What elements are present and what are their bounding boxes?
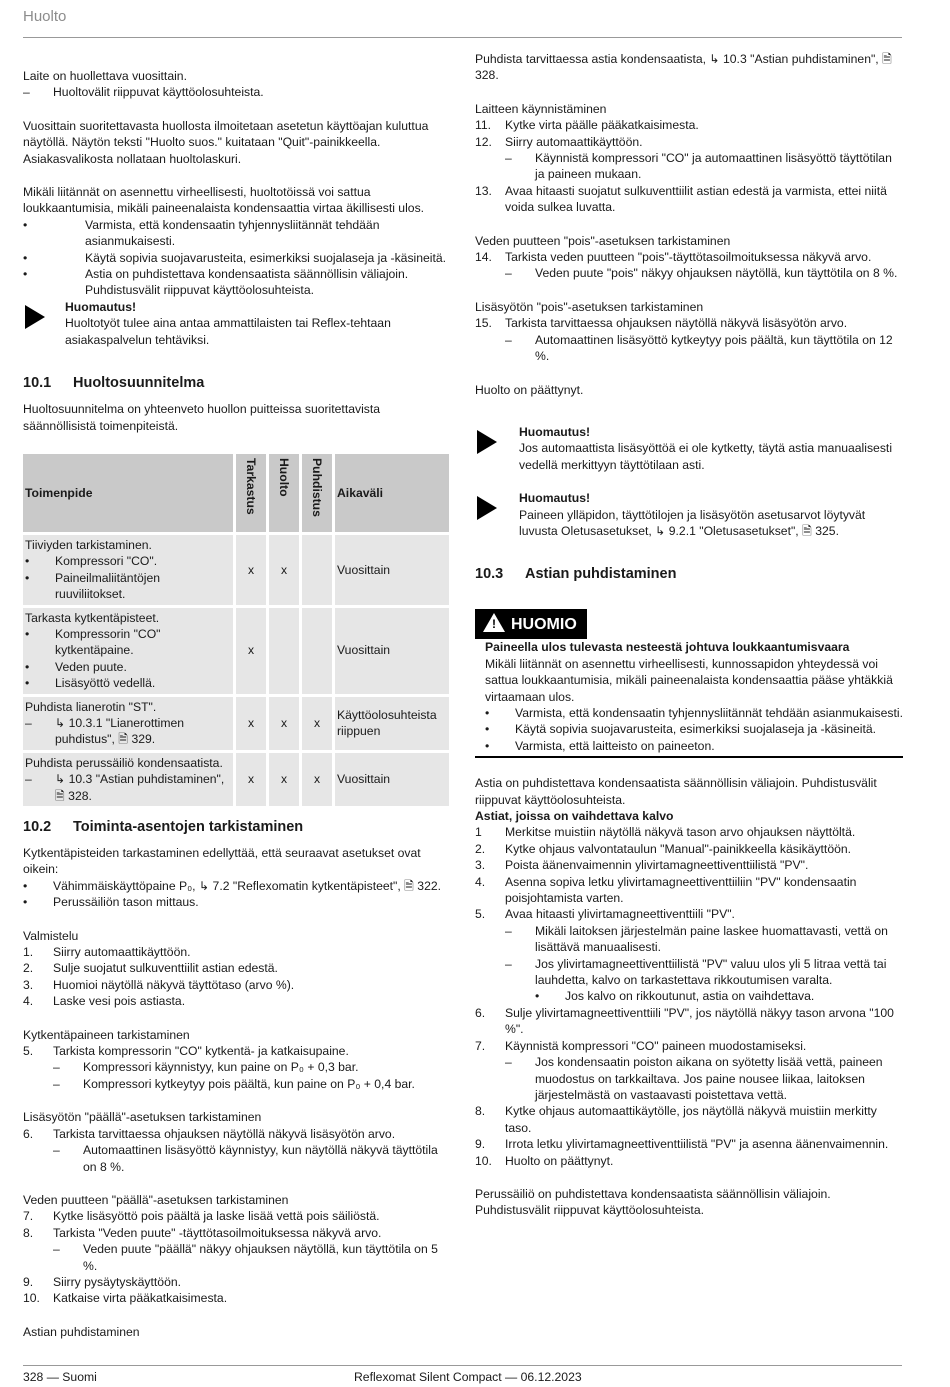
subheading: Astian puhdistaminen [23, 1324, 140, 1339]
cross-reference-link[interactable]: Puhdista tarvittaessa astia kondensaatista, ↳ 10.3 "Astian puhdistaminen", 🗎 328. [475, 52, 892, 83]
step-item: 2. Sulje suojatut sulkuventtiilit astian edestä. [23, 961, 278, 976]
maintenance-table [20, 451, 452, 809]
paragraph: Perussäiliö on puhdistettava kondensaatista säännöllisin väliajoin. Puhdistusvälit riippuvat käyttöolosuhteista. [475, 1186, 831, 1218]
step-item: 4. Laske vesi pois astiasta. [23, 994, 186, 1009]
step-item: 14. Tarkista veden puutteen "pois"-täyttötasoilmoituksessa näkyvä arvo. [475, 250, 872, 265]
footer-document-title: Reflexomat Silent Compact — 06.12.2023 [354, 1370, 582, 1384]
dash-item: – Jos ylivirtamagneettiventtiilistä "PV" valuu ulos yli 5 litraa vettä tai lauhdetta, kalvo on tarkastettava rikkoutumisen varalta. [505, 956, 887, 988]
bullet-item: • Varmista, että laitteisto on paineeton. [485, 738, 715, 753]
bullet-item: • Käytä sopivia suojavarusteita, esimerkiksi suojalaseja ja -käsineitä. [485, 722, 877, 737]
subheading: Lisäsyötön "päällä"-asetuksen tarkistaminen [23, 1110, 262, 1125]
step-item: 3. Poista äänenvaimennin ylivirtamagneettiventtiilistä "PV". [475, 858, 809, 873]
subheading: Laitteen käynnistäminen [475, 101, 607, 116]
note-block [23, 299, 451, 348]
warning-title: Paineella ulos tulevasta nesteestä johtuva loukkaantumisvaara [485, 640, 850, 655]
dash-item: – Veden puute "päällä" näkyy ohjauksen näytöllä, kun täyttötila on 5 %. [53, 1242, 438, 1273]
table-row: Puhdista lianerotin "ST". – ↳ 10.3.1 "Lianerottimen puhdistus", 🗎 329. x x x Käyttöolosuhteista riippuen [23, 697, 449, 750]
warning-text: Mikäli liitännät on asennettu virheellisesti, kunnossapidon yhteydessä voi sattua loukkaantumisia, mikäli paineenalaista kondensaattia pääse yhtäkkiä virtaamaan ulos. [485, 656, 893, 704]
bullet-item: • Jos kalvo on rikkoutunut, astia on vaihdettava. [535, 989, 815, 1004]
step-item: 13. Avaa hitaasti suojatut sulkuventtiilit astian edestä ja varmista, ettei niitä voida sulkea luvatta. [475, 183, 887, 215]
step-item: 1. Siirry automaattikäyttöön. [23, 945, 191, 960]
step-item: 7. Kytke lisäsyöttö pois päältä ja laske lisää vettä pois säiliöstä. [23, 1209, 380, 1224]
header-divider [23, 37, 902, 38]
dash-item: – Veden puute "pois" näkyy ohjauksen näytöllä, kun täyttötila on 8 %. [505, 266, 898, 281]
cross-reference-link[interactable]: ↳ 10.3 "Astian puhdistaminen", 🗎 328. [55, 772, 225, 803]
step-item: 12. Siirry automaattikäyttöön. [475, 134, 643, 149]
status-text: Huolto on päättynyt. [475, 382, 584, 397]
col-header-interval: Aikaväli [335, 454, 449, 532]
section-intro: Kytkentäpisteiden tarkastaminen edellyttää, että seuraavat asetukset ovat oikein: [23, 846, 421, 877]
arrow-right-icon [477, 496, 497, 520]
arrow-right-icon [25, 305, 45, 329]
col-header-action: Toimenpide [23, 454, 233, 532]
col-header-cleaning: Puhdistus [302, 454, 332, 532]
step-item: 11. Kytke virta päälle pääkatkaisimesta. [475, 118, 699, 133]
warning-block [475, 609, 903, 758]
cross-reference-link[interactable]: Vähimmäiskäyttöpaine P₀, ↳ 7.2 "Reflexomatin kytkentäpisteet", 🗎 322. [53, 878, 442, 893]
bullet-item: • Astia on puhdistettava kondensaatista säännöllisin väliajoin. Puhdistusvälit riippuvat käyttöolosuhteista. [23, 267, 409, 298]
section-heading-10-3: 10.3 Astian puhdistaminen [475, 566, 677, 583]
dash-item: – Käynnistä kompressori "CO" ja automaattinen lisäsyöttö täyttötilan ja paineen mukaan. [505, 151, 892, 182]
right-column [475, 51, 903, 1219]
note-text: Paineen ylläpidon, täyttötilojen ja lisäsyötön asetusarvot löytyvät luvusta Oletusasetukset, ↳ 9.2.1 "Oletusasetukset", 🗎 325. [519, 507, 866, 538]
subheading: Lisäsyötön "pois"-asetuksen tarkistaminen [475, 299, 704, 314]
step-item: 3. Huomioi näytöllä näkyvä täyttötaso (arvo %). [23, 977, 295, 992]
step-item: 4. Asenna sopiva letku ylivirtamagneettiventtiiliin "PV" kondensaatin poisjohtamista varten. [475, 874, 857, 906]
arrow-right-icon [477, 430, 497, 454]
note-title: Huomautus! [519, 424, 591, 439]
col-header-inspection: Tarkastus [236, 454, 266, 532]
dash-item: – Huoltovälit riippuvat käyttöolosuhteista. [23, 85, 264, 100]
cross-reference-link[interactable]: ↳ 10.3.1 "Lianerottimen puhdistus", 🗎 329. [55, 715, 185, 747]
step-item: 15. Tarkista tarvittaessa ohjauksen näytöllä näkyvä lisäsyötön arvo. [475, 316, 848, 331]
step-item: 6. Sulje ylivirtamagneettiventtiili "PV", jos näytöllä näkyy tason arvona "100 %". [475, 1005, 894, 1037]
step-item: 6. Tarkista tarvittaessa ohjauksen näytöllä näkyvä lisäsyötön arvo. [23, 1126, 396, 1141]
step-item: 8. Tarkista "Veden puute" -täyttötasoilmoituksessa näkyvä arvo. [23, 1225, 382, 1240]
dash-item: – Kompressori kytkeytyy pois päältä, kun paine on P₀ + 0,4 bar. [53, 1076, 415, 1091]
note-block [475, 490, 903, 539]
dash-item: – Automaattinen lisäsyöttö käynnistyy, kun näytöllä näkyvä täyttötila on 8 %. [53, 1143, 438, 1174]
step-item: 7. Käynnistä kompressori "CO" paineen muodostamiseksi. [475, 1038, 807, 1053]
bullet-item: • Vähimmäiskäyttöpaine P₀, ↳ 7.2 "Reflexomatin kytkentäpisteet", 🗎 322. [23, 878, 442, 893]
subheading: Kytkentäpaineen tarkistaminen [23, 1027, 190, 1042]
step-item: 5. Avaa hitaasti ylivirtamagneettiventtiili "PV". [475, 907, 735, 922]
subheading: Veden puutteen "päällä"-asetuksen tarkistaminen [23, 1192, 289, 1207]
table-header-row [23, 454, 449, 532]
dash-item: – Automaattinen lisäsyöttö kytkeytyy pois päältä, kun täyttötila on 12 %. [505, 332, 893, 364]
step-item: 5. Tarkista kompressorin "CO" kytkentä- ja katkaisupaine. [23, 1044, 349, 1059]
table-row: Tarkasta kytkentäpisteet. • Kompressorin "CO" kytkentäpaine. • Veden puute. • Lisäsyöttö vedellä. x Vuosittain [23, 608, 449, 694]
subheading: Veden puutteen "pois"-asetuksen tarkistaminen [475, 233, 731, 248]
warning-label: ! HUOMIO [475, 609, 587, 639]
step-item: 1 Merkitse muistiin näytöllä näkyvä tason arvo ohjauksen näyttöltä. [475, 825, 856, 840]
warning-triangle-icon: ! [483, 613, 505, 632]
step-item: 10. Huolto on päättynyt. [475, 1153, 614, 1168]
section-intro: Huoltosuunnitelma on yhteenveto huollon puitteissa suoritettavista säännöllisistä toimenpiteistä. [23, 402, 381, 433]
step-item: 9. Irrota letku ylivirtamagneettiventtiilistä "PV" ja asenna äänenvaimennin. [475, 1137, 889, 1152]
intro-paragraph-1: Laite on huollettava vuosittain. [23, 69, 187, 83]
section-heading-10-1: 10.1 Huoltosuunnitelma [23, 375, 205, 392]
bullet-item: • Perussäiliön tason mittaus. [23, 895, 199, 910]
table-row: Tiiviyden tarkistaminen. • Kompressori "CO". • Paineilmaliitäntöjen ruuviliitokset. x x Vuosittain [23, 535, 449, 605]
paragraph: Astia on puhdistettava kondensaatista säännöllisin väliajoin. Puhdistusvälit riippuvat käyttöolosuhteista. [475, 776, 877, 807]
note-title: Huomautus! [519, 491, 591, 506]
footer-divider [23, 1365, 902, 1366]
note-block [475, 424, 903, 473]
step-item: 9. Siirry pysäytyskäyttöön. [23, 1274, 182, 1289]
step-item: 8. Kytke ohjaus automaattikäytölle, jos näytöllä näkyvä muistiin merkitty taso. [475, 1104, 877, 1135]
subheading: Valmistelu [23, 928, 79, 943]
step-item: 10. Katkaise virta pääkatkaisimesta. [23, 1291, 228, 1306]
table-row: Puhdista perussäiliö kondensaatista. – ↳ 10.3 "Astian puhdistaminen", 🗎 328. x x x Vuosittain [23, 753, 449, 806]
left-column [23, 68, 451, 1340]
section-heading-10-2: 10.2 Toiminta-asentojen tarkistaminen [23, 819, 304, 835]
subheading: Astiat, joissa on vaihdettava kalvo [475, 809, 674, 823]
running-header: Huolto [23, 8, 67, 25]
step-item: 2. Kytke ohjaus valvontataulun "Manual"-painikkeella käsikäyttöön. [475, 841, 852, 856]
intro-paragraph-2: Vuosittain suoritettavasta huollosta ilmoitetaan asetetun käyttöajan kuluttua näytöllä. Näytön teksti "Huolto suos." kuitataan "Quit"-painikkeella. Asiakasvalikosta nollataan huoltolaskuri. [23, 118, 429, 166]
dash-item: – Mikäli laitoksen järjestelmän paine laskee huomattavasti, vettä on lisättävä manuaalisesti. [505, 923, 888, 955]
bullet-item: • Varmista, että kondensaatin tyhjennysliitännät tehdään asianmukaisesti. [485, 705, 903, 720]
bullet-item: • Käytä sopivia suojavarusteita, esimerkiksi suojalaseja ja -käsineitä. [23, 250, 447, 265]
note-text: Jos automaattista lisäsyöttöä ei ole kytketty, täytä astia manuaalisesti vedellä merkittyyn täyttötilaan asti. [519, 441, 893, 472]
dash-item: – Kompressori käynnistyy, kun paine on P₀ + 0,3 bar. [53, 1060, 359, 1075]
note-text: Huoltotyöt tulee aina antaa ammattilaisten tai Reflex-tehtaan asiakaspalvelun tehtäviksi. [65, 316, 391, 347]
page-number: 328 — Suomi [23, 1370, 97, 1384]
note-title: Huomautus! [65, 299, 137, 314]
bullet-item: • Varmista, että kondensaatin tyhjennysliitännät tehdään asianmukaisesti. [23, 217, 380, 249]
dash-item: – Jos kondensaatin poiston aikana on syötetty lisää vettä, paineen muodostus on tarkkailtava. Jos paine nousee liikaa, laitoksen järjestelmästä on vastaavasti poistettava vettä. [505, 1055, 883, 1102]
col-header-maintenance: Huolto [269, 454, 299, 532]
intro-paragraph-3: Mikäli liitännät on asennettu virheellisesti, huoltotöissä voi sattua loukkaantumisia, mikäli paineenalaista kondensaattia virtaa äkillisesti ulos. [23, 185, 425, 216]
